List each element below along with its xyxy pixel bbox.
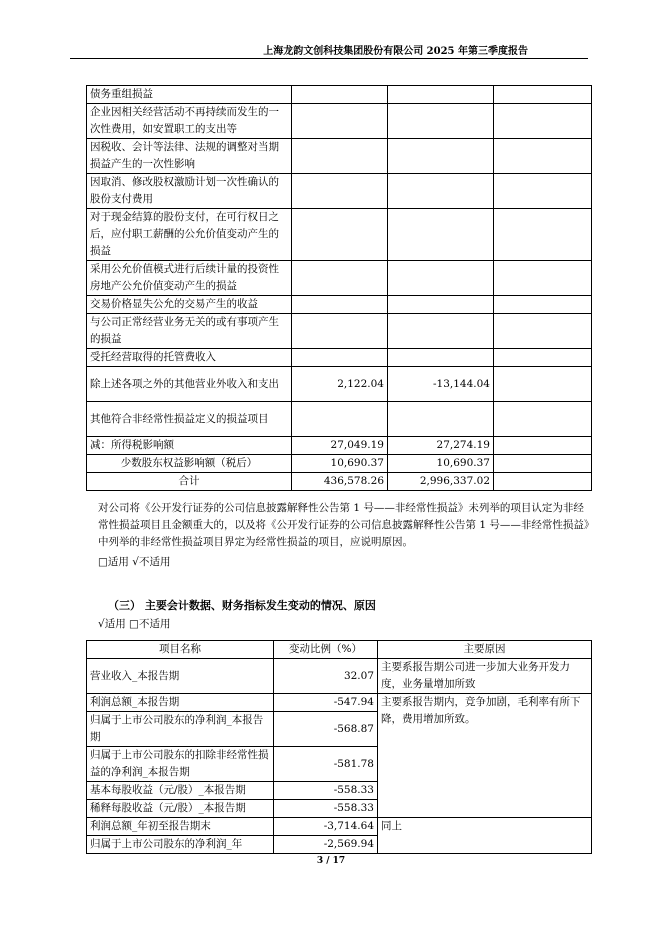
table-row: 归属于上市公司股东的扣除非经常性损益的净利润_本报告期 -581.78: [87, 747, 592, 782]
table-row: [87, 296, 592, 314]
table-row: [87, 314, 592, 349]
table-row: 基本每股收益（元/股）_本报告期 -558.33: [87, 782, 592, 800]
reason-cell: 主要系报告期内，竞争加剧，毛利率有所下降，费用增加所致。: [378, 694, 592, 818]
row-label: 债务重组损益: [87, 86, 292, 104]
row-label: 受托经营取得的托管费收入: [87, 349, 292, 367]
non-recurring-items-table: [86, 85, 592, 491]
reason-cell: 主要系报告期公司进一步加大业务开发力度，业务量增加所致: [378, 659, 592, 694]
reason-cell: 同上: [378, 818, 592, 854]
row-label: 因税收、会计等法律、法规的调整对当期损益产生的一次性影响: [87, 139, 292, 174]
table-row: [87, 104, 592, 139]
row-label: 采用公允价值模式进行后续计量的投资性房地产公允价值变动产生的损益: [87, 261, 292, 296]
table-row: 归属于上市公司股东的净利润_本报告期 -568.87: [87, 712, 592, 747]
total-row: 合计 436,578.26 2,996,337.02: [87, 473, 592, 491]
section-heading: （三） 主要会计数据、财务指标发生变动的情况、原因: [108, 599, 376, 612]
row-label: 合计: [87, 473, 292, 491]
row-label: 交易价格显失公允的交易产生的收益: [87, 296, 292, 314]
applicability-check: □适用 √不适用: [98, 556, 171, 568]
row-label: 企业因相关经营活动不再持续而发生的一次性费用，如安置职工的支出等: [87, 104, 292, 139]
table-row: 营业收入_本报告期 32.07 主要系报告期公司进一步加大业务开发力度，业务量增加所致: [87, 659, 592, 694]
page-header: 上海龙韵文创科技集团股份有限公司 2025 年第三季度报告: [263, 46, 528, 57]
row-label: 减：所得税影响额: [87, 437, 292, 455]
row-label: 其他符合非经常性损益定义的损益项目: [87, 402, 292, 437]
table-row: 利润总额_本报告期 -547.94 主要系报告期内，竞争加剧，毛利率有所下降，费用增加所致。: [87, 694, 592, 712]
column-header: 主要原因: [378, 641, 592, 659]
header-rule: [70, 58, 588, 59]
table-row: [87, 139, 592, 174]
table-row: 利润总额_年初至报告期末 -3,714.64 同上: [87, 818, 592, 836]
change-reasons-table: [86, 640, 592, 854]
table-row: 少数股东权益影响额（税后） 10,690.37 10,690.37: [87, 455, 592, 473]
row-label: 与公司正常经营业务无关的或有事项产生的损益: [87, 314, 292, 349]
table-row: [87, 209, 592, 261]
table-row: [87, 86, 592, 104]
row-label: 少数股东权益影响额（税后）: [87, 455, 292, 473]
applicability-check: √适用 □不适用: [98, 618, 171, 630]
table-row: 除上述各项之外的其他营业外收入和支出 2,122.04 -13,144.04: [87, 367, 592, 402]
note-paragraph: 对公司将《公开发行证券的公司信息披露解释性公告第 1 号——非经常性损益》未列举的项目认定为非经常性损益项目且金额重大的，以及将《公开发行证券的公司信息披露解释性公告第 1 号——非经常性损益》中列举的非经常性损益项目界定为经常性损益的项目，应说明原因。: [98, 502, 590, 548]
row-label: 对于现金结算的股份支付，在可行权日之后，应付职工薪酬的公允价值变动产生的损益: [87, 209, 292, 261]
row-label: 因取消、修改股权激励计划一次性确认的股份支付费用: [87, 174, 292, 209]
table-row: [87, 261, 592, 296]
header-row: [87, 641, 592, 659]
row-label: 除上述各项之外的其他营业外收入和支出: [87, 367, 292, 402]
table-row: [87, 402, 592, 437]
table-row: [87, 349, 592, 367]
column-header: 项目名称: [87, 641, 274, 659]
table-row: 减：所得税影响额 27,049.19 27,274.19: [87, 437, 592, 455]
table-row: [87, 174, 592, 209]
table-row: 稀释每股收益（元/股）_本报告期 -558.33: [87, 800, 592, 818]
page-number: 3 / 17: [316, 856, 346, 866]
table-row: 归属于上市公司股东的净利润_年 -2,569.94: [87, 836, 592, 854]
column-header: 变动比例（%）: [274, 641, 378, 659]
